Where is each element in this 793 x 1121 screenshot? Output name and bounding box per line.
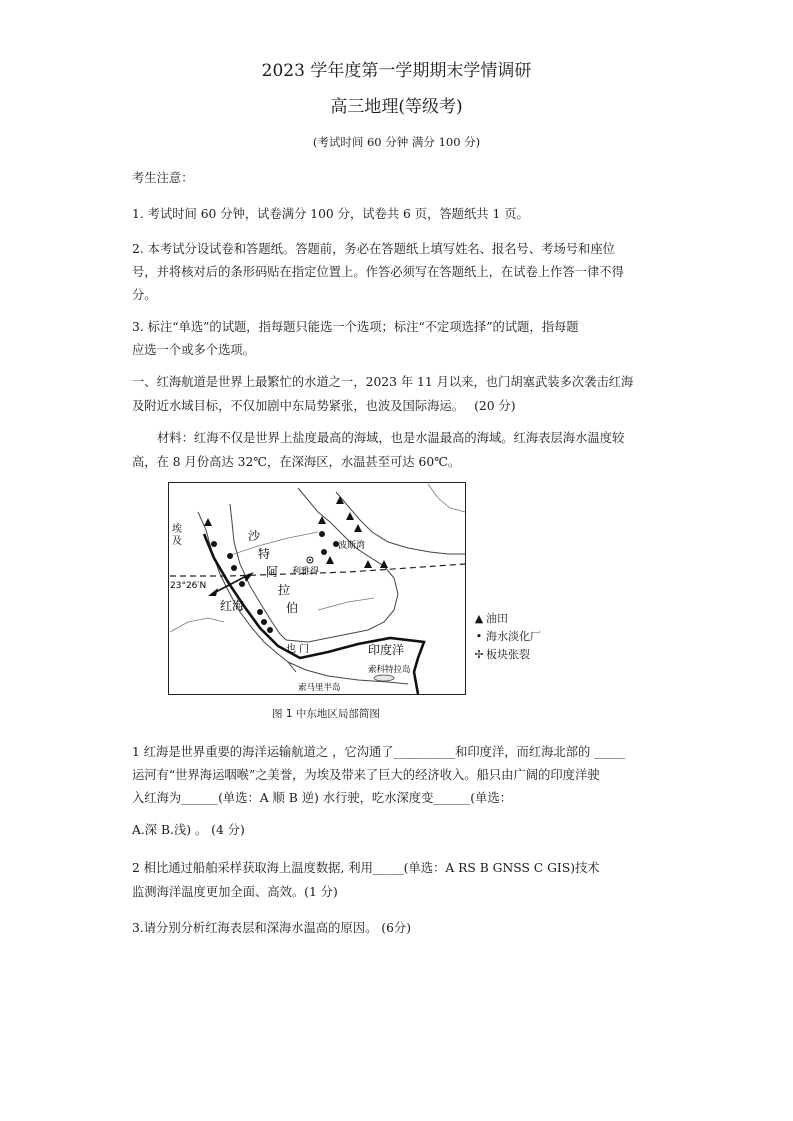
notice-item-2-line-1: 2. 本考试分设试卷和答题纸。答题前，务必在答题纸上填写姓名、报名号、考场号和座位 bbox=[132, 242, 615, 256]
question-1-line-1: 1 红海是世界重要的海洋运输航道之 ，它沟通了__________和印度洋，而红海北部的 _____ bbox=[132, 745, 625, 759]
label-latitude: 23°26′N bbox=[170, 581, 207, 591]
rift-icon: ✢ bbox=[474, 648, 484, 661]
desal-plant bbox=[319, 531, 325, 537]
label-riyadh: 利雅得 bbox=[292, 567, 320, 577]
label-saudi-1: 沙 bbox=[248, 529, 261, 543]
desal-plant bbox=[267, 627, 273, 633]
material-line-1: 材料：红海不仅是世界上盐度最高的海域，也是水温最高的海域。红海表层海水温度较 bbox=[157, 431, 625, 445]
map-legend bbox=[472, 610, 541, 664]
dot-icon: • bbox=[475, 630, 483, 643]
desal-plant bbox=[231, 565, 237, 571]
exam-time-info: (考试时间 60 分钟 满分 100 分) bbox=[312, 135, 481, 149]
label-egypt-1: 埃 bbox=[172, 524, 182, 535]
notice-item-2-line-2: 号，并将核对后的条形码贴在指定位置上。作答必须写在答题纸上，在试卷上作答一律不得 bbox=[132, 265, 624, 279]
desal-plant bbox=[211, 541, 217, 547]
question-1-line-4: A.深 B.浅) 。 (4 分) bbox=[132, 823, 245, 837]
label-somali-peninsula: 索马里半岛 bbox=[298, 683, 341, 693]
section1-intro-line-2: 及附近水域目标，不仅加剧中东局势紧张，也波及国际海运。 (20 分) bbox=[132, 399, 516, 413]
notice-item-3-line-1: 3. 标注“单选”的试题，指每题只能选一个选项；标注“不定项选择”的试题，指每题 bbox=[132, 320, 579, 334]
label-yemen: 也 门 bbox=[286, 644, 310, 655]
question-1-line-3: 入红海为______(单选：A 顺 B 逆) 水行驶，吃水深度变______(单选： bbox=[132, 791, 512, 805]
desal-plant bbox=[321, 549, 327, 555]
legend-desalination: • 海水淡化厂 bbox=[472, 628, 541, 646]
notice-item-3-line-2: 应选一个或多个选项。 bbox=[132, 343, 255, 357]
middle-east-map bbox=[168, 482, 584, 696]
exam-title: 2023 学年度第一学期期末学情调研 bbox=[261, 61, 532, 81]
oilfield-icon: ▲ bbox=[474, 612, 484, 625]
exam-subtitle: 高三地理(等级考) bbox=[330, 97, 463, 117]
legend-oilfield: ▲ 油田 bbox=[472, 610, 541, 628]
map-frame bbox=[169, 483, 466, 695]
label-indian-ocean: 印度洋 bbox=[368, 643, 405, 657]
socotra-island bbox=[374, 675, 394, 681]
question-2-line-2: 监测海洋温度更加全面、高效。(1 分) bbox=[132, 885, 338, 899]
desal-plant bbox=[227, 553, 233, 559]
desal-plant bbox=[239, 581, 245, 587]
label-saudi-4: 拉 bbox=[278, 583, 291, 597]
label-saudi-2: 特 bbox=[258, 547, 271, 561]
label-egypt-2: 及 bbox=[172, 536, 182, 547]
notice-item-1: 1. 考试时间 60 分钟，试卷满分 100 分，试卷共 6 页，答题纸共 1 页。 bbox=[132, 207, 529, 221]
label-socotra: 索科特拉岛 bbox=[368, 665, 411, 675]
label-saudi-3: 阿 bbox=[266, 565, 279, 579]
question-2-line-1: 2 相比通过船舶采样获取海上温度数据, 利用_____(单选：A RS B GNSS C GIS)技术 bbox=[132, 861, 600, 875]
label-saudi-5: 伯 bbox=[286, 601, 299, 615]
notice-heading: 考生注意： bbox=[132, 171, 194, 185]
question-3: 3.请分别分析红海表层和深海水温高的原因。 (6分) bbox=[132, 921, 411, 935]
notice-item-2-line-3: 分。 bbox=[132, 288, 157, 302]
section1-intro-line-1: 一、红海航道是世界上最繁忙的水道之一，2023 年 11 月以来，也门胡塞武装多次袭击红海 bbox=[132, 375, 634, 389]
desal-plant bbox=[257, 609, 263, 615]
desal-plant bbox=[261, 619, 267, 625]
material-line-2: 高，在 8 月份高达 32℃，在深海区，水温甚至可达 60℃。 bbox=[132, 455, 461, 469]
question-1-line-2: 运河有“世界海运咽喉”之美誉，为埃及带来了巨大的经济收入。船只由广阔的印度洋驶 bbox=[132, 768, 600, 782]
figure-caption: 图 1 中东地区局部简图 bbox=[272, 708, 380, 720]
legend-rift: ✢ 板块张裂 bbox=[472, 646, 541, 664]
label-red-sea: 红海 bbox=[220, 599, 245, 613]
label-persian-gulf: 波斯湾 bbox=[338, 541, 366, 551]
